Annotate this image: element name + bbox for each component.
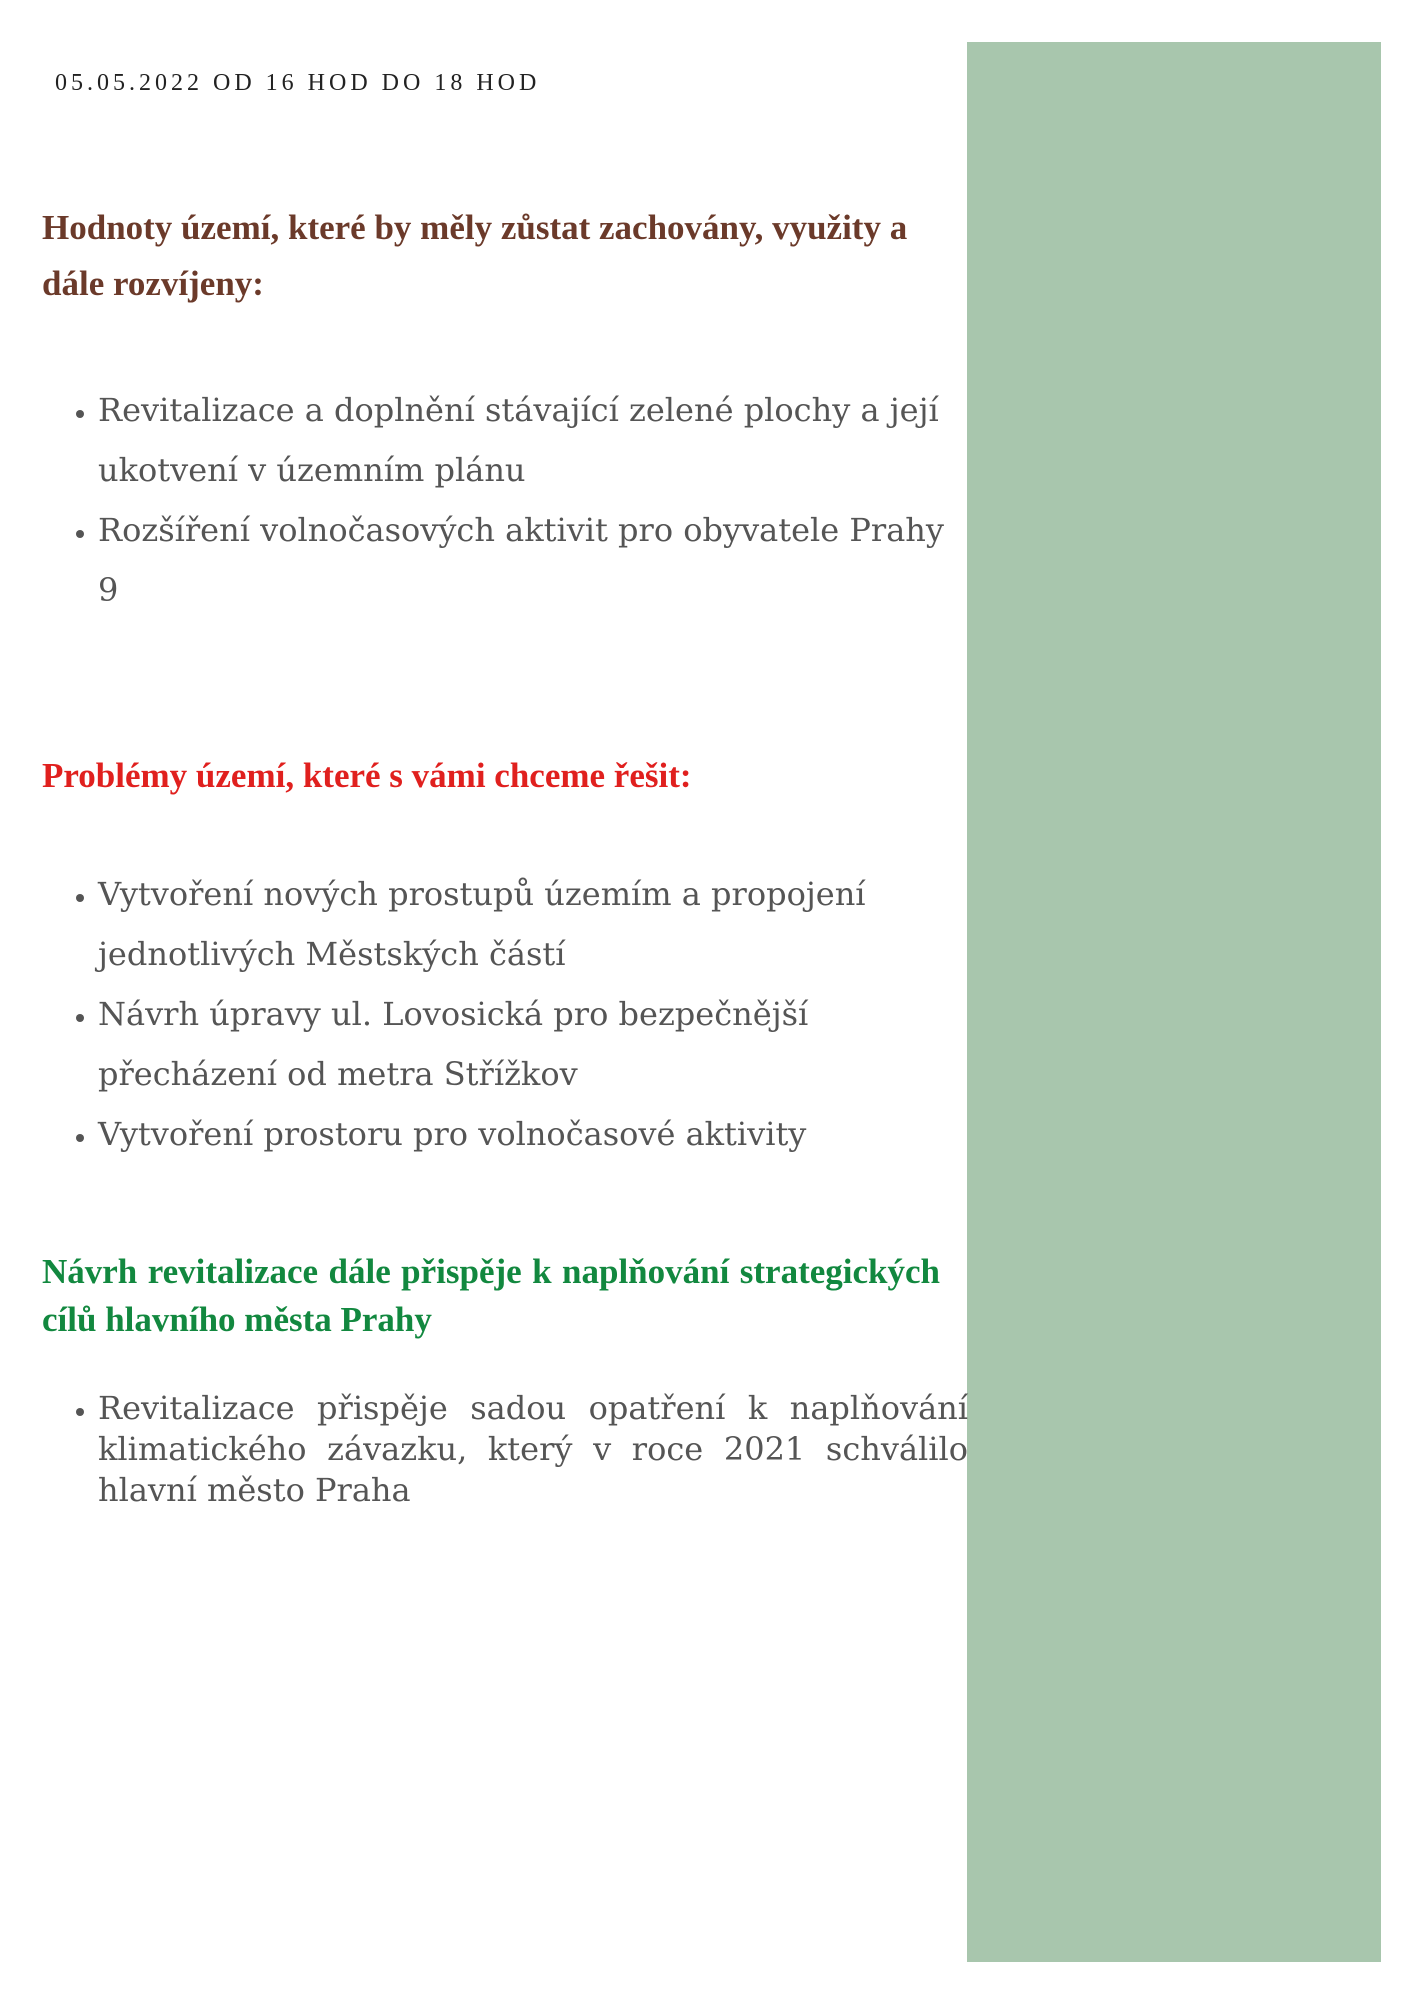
- goals-list: [70, 1388, 968, 1511]
- side-panel: [967, 42, 1381, 1962]
- event-date-time: 05.05.2022 OD 16 HOD DO 18 HOD: [55, 70, 541, 96]
- list-item: • Vytvoření nových prostupů územím a propojení jednotlivých Městských částí: [98, 864, 968, 984]
- problems-list: [70, 864, 968, 1164]
- list-item: • Rozšíření volnočasových aktivit pro obyvatele Prahy 9: [98, 500, 968, 620]
- list-item: • Revitalizace přispěje sadou opatření k naplňování klimatického závazku, který v roce 2021 schválilo hlavní město Praha: [98, 1388, 968, 1511]
- list-item: • Revitalizace a doplnění stávající zelené plochy a její ukotvení v územním plánu: [98, 380, 968, 500]
- values-list: [70, 380, 968, 620]
- values-section-title: Hodnoty území, které by měly zůstat zachovány, využity a dále rozvíjeny:: [42, 208, 908, 303]
- list-item: • Vytvoření prostoru pro volnočasové aktivity: [98, 1104, 968, 1164]
- list-item: • Návrh úpravy ul. Lovosická pro bezpečnější přecházení od metra Střížkov: [98, 984, 968, 1104]
- goals-section-title: Návrh revitalizace dále přispěje k naplňování strategických cílů hlavního města Prahy: [42, 1252, 940, 1339]
- problems-section-title: Problémy území, které s vámi chceme řešit:: [42, 756, 692, 795]
